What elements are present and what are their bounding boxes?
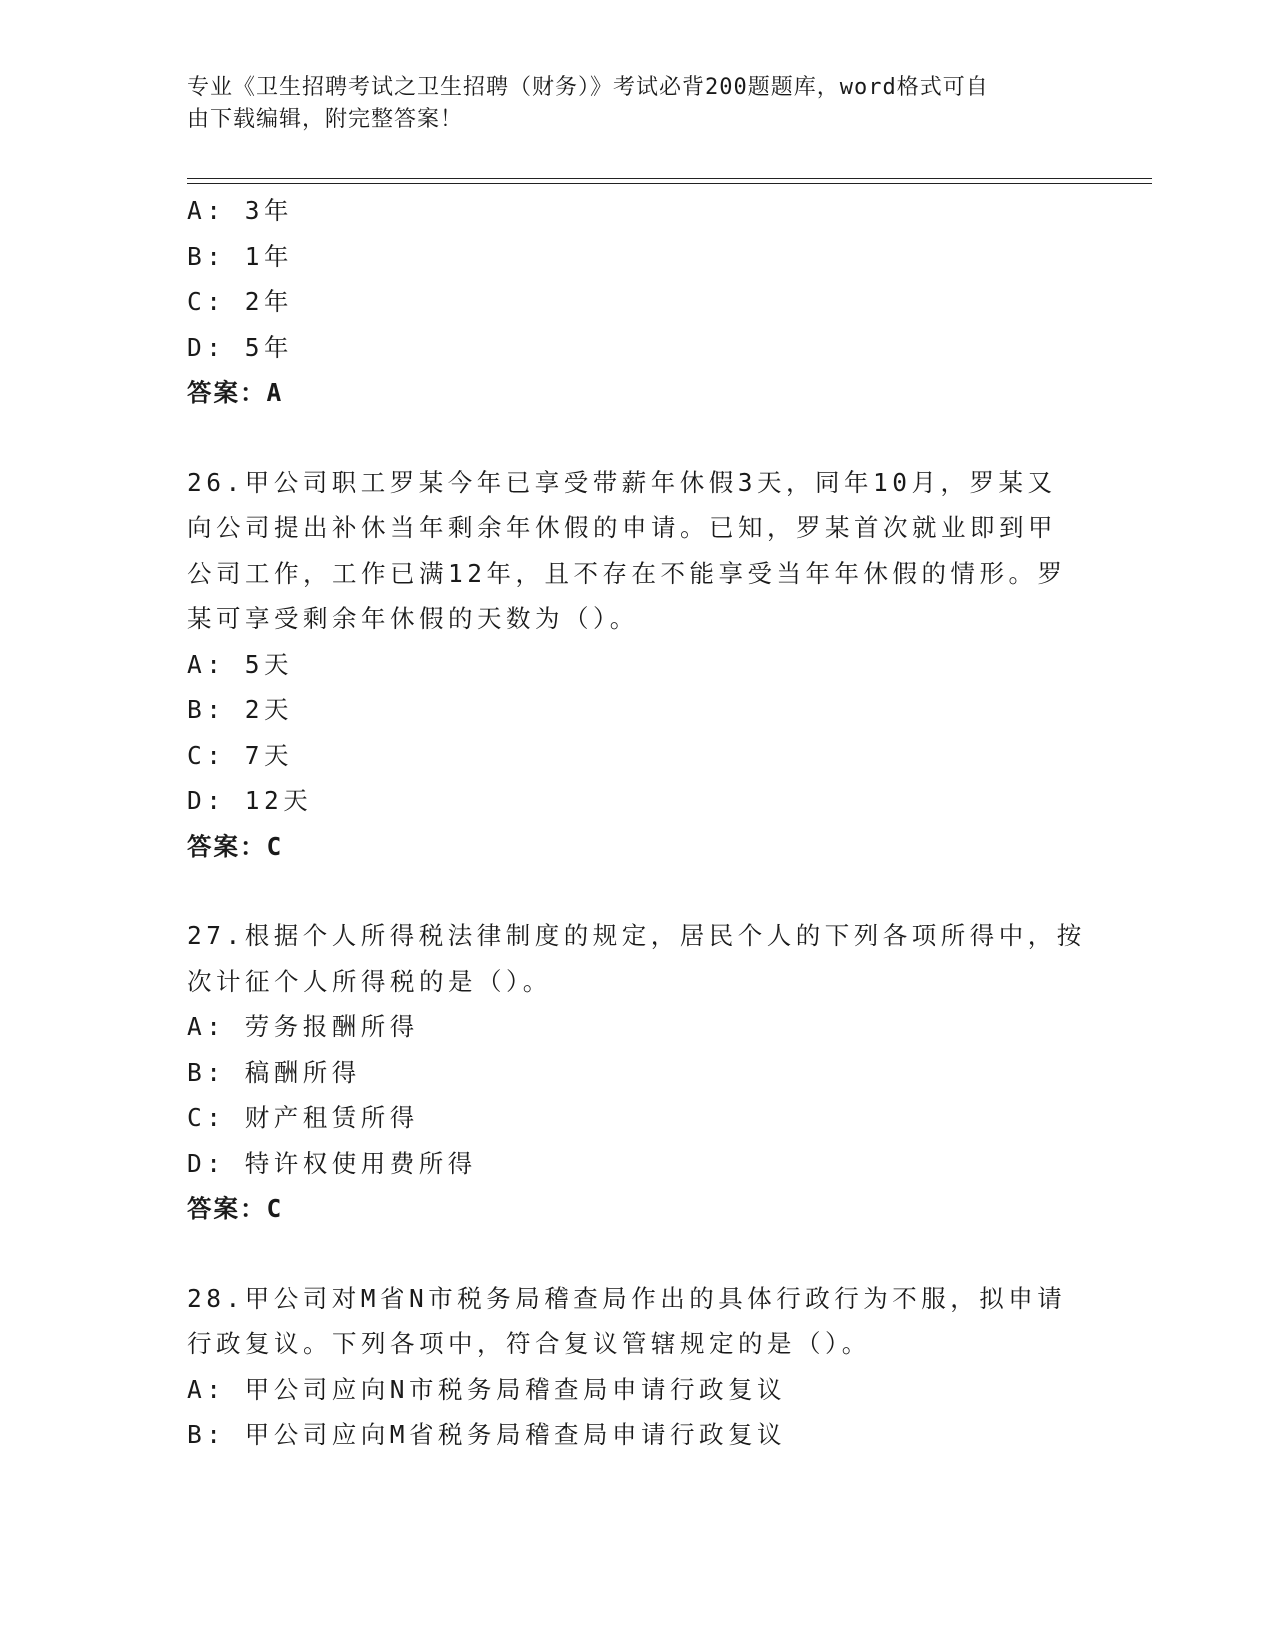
option-b: B: 稿酬所得: [187, 1057, 361, 1087]
question-text-line: 某可享受剩余年休假的天数为（）。: [187, 604, 639, 633]
option-a: A: 3年: [187, 196, 294, 225]
question-text-line: 向公司提出补休当年剩余年休假的申请。已知，罗某首次就业即到甲: [187, 513, 1057, 542]
option-c: C: 2年: [187, 287, 294, 316]
question-28: [187, 1276, 1087, 1458]
question-26: [187, 460, 1087, 870]
question-text-line: 28.甲公司对M省N市税务局稽查局作出的具体行政行为不服，拟申请: [187, 1283, 1067, 1313]
option-a: A: 5天: [187, 649, 294, 679]
option-d: D: 12天: [187, 786, 313, 815]
option-a: A: 甲公司应向N市税务局稽查局申请行政复议: [187, 1374, 786, 1404]
option-c: C: 财产租赁所得: [187, 1103, 419, 1132]
question-text-line: 26.甲公司职工罗某今年已享受带薪年休假3天，同年10月，罗某又: [187, 467, 1057, 497]
question-text-line: 公司工作，工作已满12年，且不存在不能享受当年年休假的情形。罗: [187, 558, 1067, 588]
option-a: A: 劳务报酬所得: [187, 1012, 419, 1041]
option-c: C: 7天: [187, 740, 294, 770]
answer: 答案：A: [187, 378, 284, 407]
answer: 答案：C: [187, 831, 284, 861]
question-text-line: 27.根据个人所得税法律制度的规定，居民个人的下列各项所得中，按: [187, 921, 1086, 950]
option-b: B: 2天: [187, 695, 294, 724]
question-text-line: 次计征个人所得税的是（）。: [187, 966, 552, 996]
header-title-line-1: 专业《卫生招聘考试之卫生招聘（财务）》考试必背200题题库，word格式可自: [187, 75, 989, 100]
answer: 答案：C: [187, 1194, 284, 1223]
question-27: [187, 913, 1087, 1232]
option-d: D: 特许权使用费所得: [187, 1148, 477, 1178]
question-list: [187, 188, 1087, 1458]
header-title-line-2: 由下载编辑，附完整答案！: [187, 107, 464, 132]
document-header: [187, 72, 1067, 136]
header-rule-top: [187, 178, 1152, 179]
question-text-line: 行政复议。下列各项中，符合复议管辖规定的是（）。: [187, 1329, 871, 1358]
option-b: B: 1年: [187, 241, 294, 271]
option-b: B: 甲公司应向M省税务局稽查局申请行政复议: [187, 1420, 786, 1449]
option-d: D: 5年: [187, 332, 294, 362]
prev-question: [187, 188, 1087, 416]
header-rule-bottom: [187, 183, 1152, 184]
